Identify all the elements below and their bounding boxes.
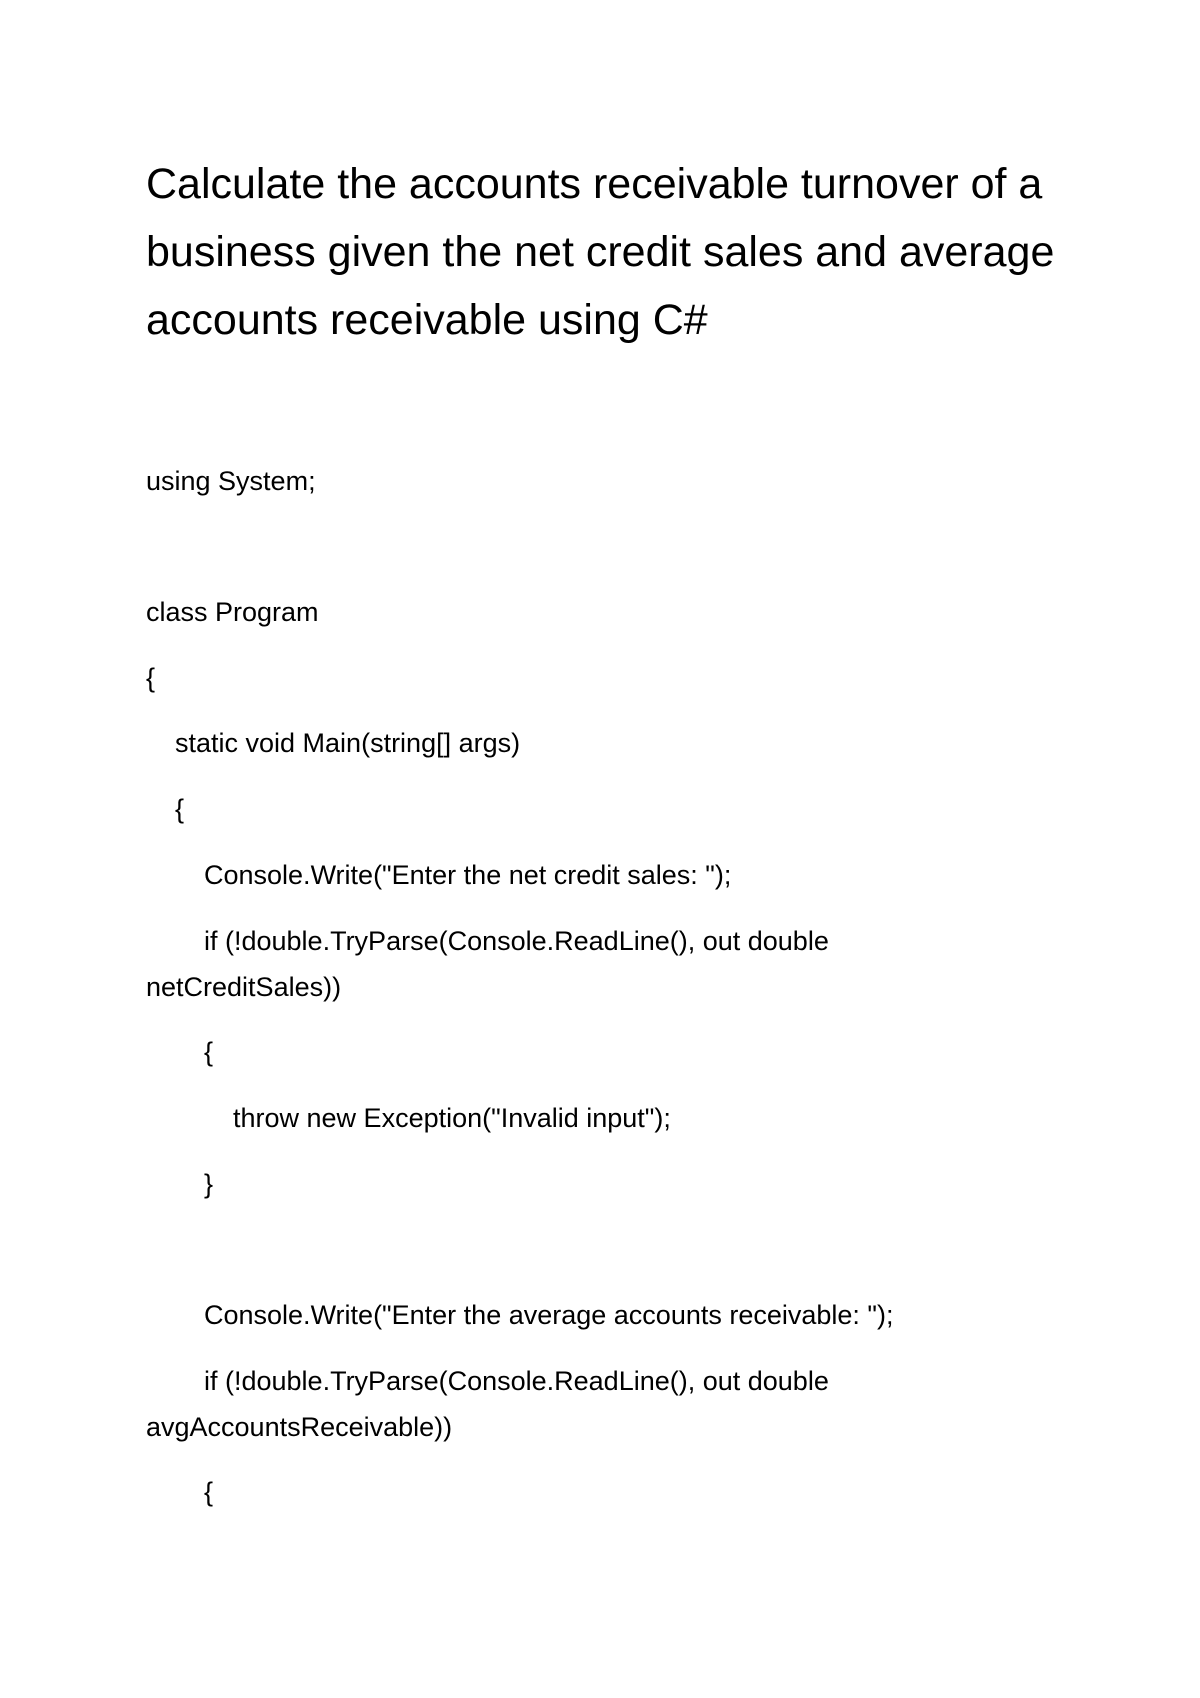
code-line-if1-open-brace: {	[204, 1037, 214, 1067]
code-line-if1-close-brace: }	[204, 1169, 214, 1199]
code-line-parse-ar: if (!double.TryParse(Console.ReadLine(), out double	[204, 1366, 829, 1396]
code-line-parse-ar-cont: avgAccountsReceivable))	[146, 1412, 453, 1442]
document-title: Calculate the accounts receivable turnover of a business given the net credit sales and average accounts receivable using C#	[146, 160, 1055, 344]
code-line-main-open-brace: {	[175, 794, 185, 824]
code-line-parse-sales-cont: netCreditSales))	[146, 972, 342, 1002]
code-line-using: using System;	[146, 466, 316, 496]
code-line-prompt-sales: Console.Write("Enter the net credit sales: ");	[204, 860, 732, 890]
code-line-parse-sales: if (!double.TryParse(Console.ReadLine(), out double	[204, 926, 829, 956]
code-line-class-open-brace: {	[146, 663, 156, 693]
code-line-main-signature: static void Main(string[] args)	[175, 728, 521, 758]
code-line-class: class Program	[146, 597, 319, 627]
code-line-if2-open-brace: {	[204, 1477, 214, 1507]
code-line-prompt-ar: Console.Write("Enter the average accounts receivable: ");	[204, 1300, 894, 1330]
code-line-throw: throw new Exception("Invalid input");	[233, 1103, 671, 1133]
